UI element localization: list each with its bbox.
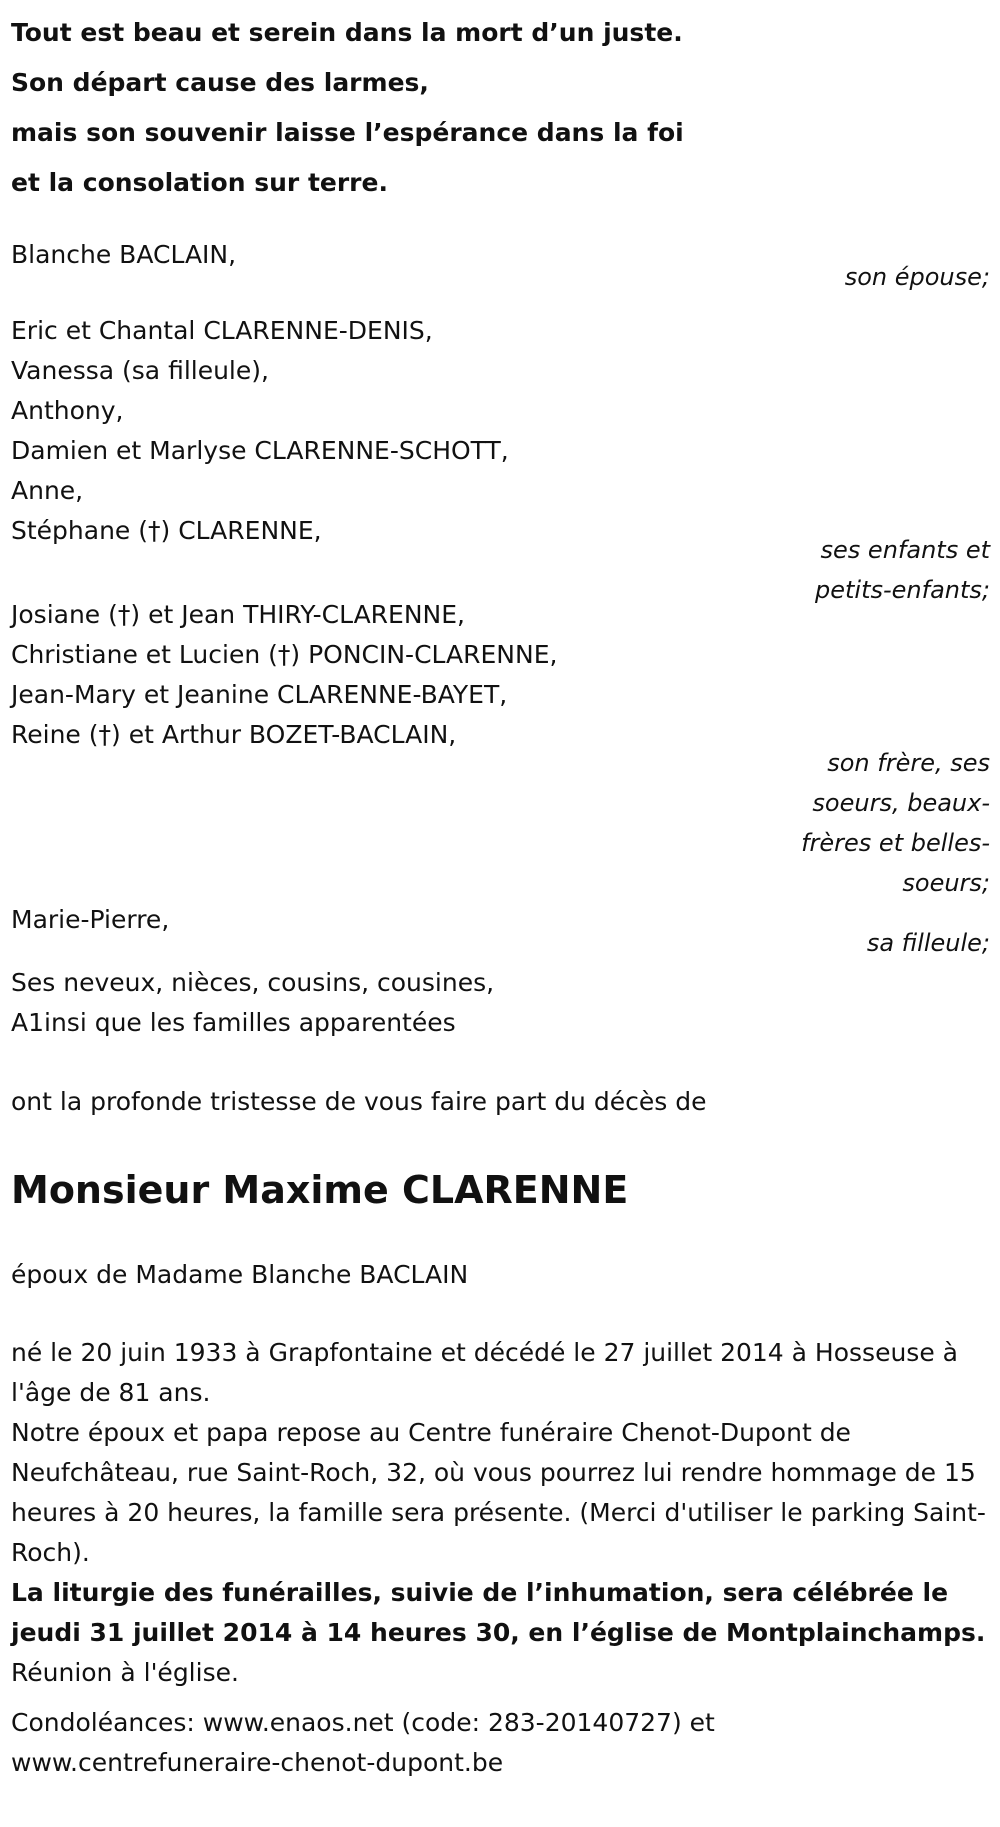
meeting-info: Réunion à l'église. [11, 1658, 239, 1687]
child-name: Anne, [11, 476, 84, 505]
child-name: Damien et Marlyse CLARENNE-SCHOTT, [11, 436, 509, 465]
sibling-name: Jean-Mary et Jeanine CLARENNE-BAYET, [11, 680, 508, 709]
child-name: Eric et Chantal CLARENNE-DENIS, [11, 316, 433, 345]
deceased-name: Monsieur Maxime CLARENNE [11, 1168, 629, 1212]
verse-line: et la consolation sur terre. [11, 168, 388, 197]
child-name: Vanessa (sa filleule), [11, 356, 269, 385]
verse-line: Tout est beau et serein dans la mort d’un juste. [11, 18, 683, 47]
goddaughter-name: Marie-Pierre, [11, 905, 170, 934]
others-line: Ses neveux, nièces, cousins, cousines, [11, 968, 495, 997]
verse-line: mais son souvenir laisse l’espérance dans la foi [11, 118, 684, 147]
liturgy-info: La liturgie des funérailles, suivie de l’inhumation, sera célébrée le jeudi 31 juillet 2014 à 14 heures 30, en l’église de Montplainchamps. [11, 1578, 986, 1647]
verse-line: Son départ cause des larmes, [11, 68, 429, 97]
condolences-line: Condoléances: www.enaos.net (code: 283-20140727) et [11, 1708, 715, 1737]
child-name: Anthony, [11, 396, 124, 425]
repose-info: Notre époux et papa repose au Centre funéraire Chenot-Dupont de Neufchâteau, rue Saint-Roch, 32, où vous pourrez lui rendre hommage de 15 heures à 20 heures, la famille sera présente. (Merci d'utiliser le parking Saint-Roch). [11, 1418, 986, 1567]
spouse-of: époux de Madame Blanche BACLAIN [11, 1260, 469, 1289]
sibling-name: Josiane (†) et Jean THIRY-CLARENNE, [11, 600, 465, 629]
sibling-name: Reine (†) et Arthur BOZET-BACLAIN, [11, 720, 457, 749]
children-relation: ses enfants et petits-enfants; [815, 536, 990, 604]
sibling-name: Christiane et Lucien (†) PONCIN-CLARENNE, [11, 640, 558, 669]
goddaughter-relation: sa filleule; [866, 929, 990, 957]
condolences-link[interactable]: www.centrefuneraire-chenot-dupont.be [11, 1748, 504, 1777]
opening-verse [11, 8, 911, 208]
announcement: ont la profonde tristesse de vous faire part du décès de [11, 1087, 707, 1116]
birth-death: né le 20 juin 1933 à Grapfontaine et décédé le 27 juillet 2014 à Hosseuse à l'âge de 81 ans. [11, 1338, 958, 1407]
spouse-name: Blanche BACLAIN, [11, 240, 237, 269]
child-name: Stéphane (†) CLARENNE, [11, 516, 322, 545]
spouse-relation: son épouse; [844, 263, 990, 291]
others-line: A1insi que les familles apparentées [11, 1008, 456, 1037]
siblings-relation: son frère, ses soeurs, beaux-frères et belles-soeurs; [801, 749, 990, 897]
